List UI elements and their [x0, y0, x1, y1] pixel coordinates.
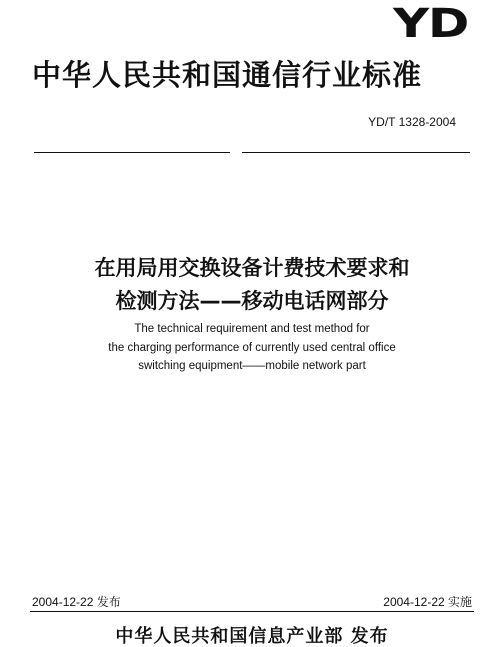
title-cn-line: 在用局用交换设备计费技术要求和 — [94, 256, 410, 280]
title-en-line: The technical requirement and test method for — [134, 323, 370, 335]
header-divider-right — [242, 152, 470, 153]
yd-logo: YD — [392, 1, 468, 47]
footer-divider — [30, 611, 474, 612]
title-en-line: switching equipment——mobile network part — [138, 360, 366, 373]
publisher: 中华人民共和国信息产业部 发布 — [115, 626, 389, 647]
issue-date: 2004-12-22 发布 — [32, 595, 121, 609]
title-en-line: the charging performance of currently used central office — [108, 341, 396, 354]
standard-number: YD/T 1328-2004 — [368, 115, 456, 129]
standard-category-title: 中华人民共和国通信行业标准 — [32, 58, 423, 92]
header-divider-left — [34, 152, 230, 153]
document-title-english — [0, 320, 504, 376]
document-title-chinese — [0, 252, 504, 317]
title-cn-line: 检测方法——移动电话网部分 — [115, 288, 389, 313]
implementation-date: 2004-12-22 实施 — [383, 595, 472, 609]
